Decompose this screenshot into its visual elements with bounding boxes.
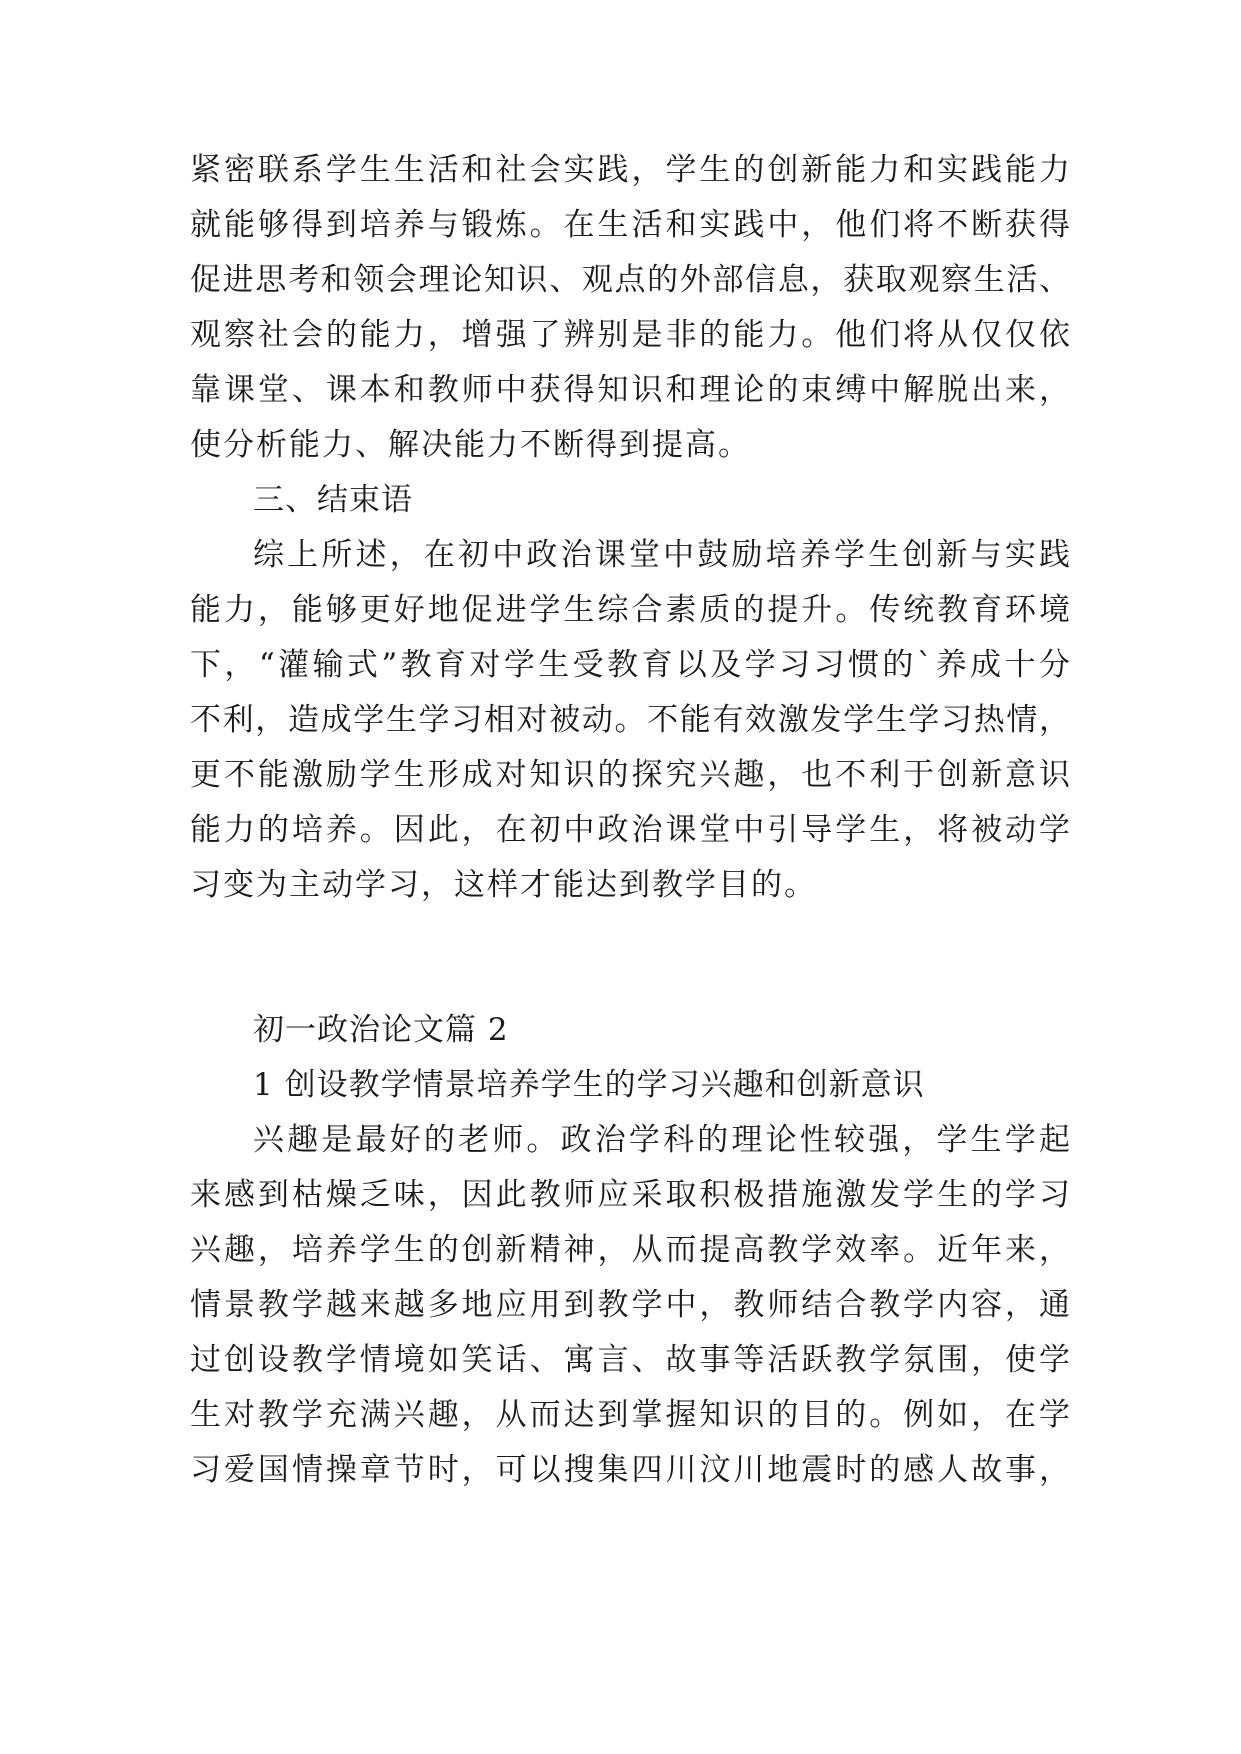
- paragraph-line: 观察社会的能力，增强了辨别是非的能力。他们将从仅仅依: [190, 317, 1070, 353]
- article-subheading: 1 创设教学情景培养学生的学习兴趣和创新意识: [253, 1067, 925, 1103]
- paragraph-line: 综上所述，在初中政治课堂中鼓励培养学生创新与实践: [253, 537, 1070, 573]
- paragraph-line: 紧密联系学生生活和社会实践，学生的创新能力和实践能力: [190, 152, 1070, 188]
- paragraph-line: 不利，造成学生学习相对被动。不能有效激发学生学习热情，: [190, 702, 1070, 738]
- paragraph-line: 兴趣是最好的老师。政治学科的理论性较强，学生学起: [253, 1122, 1070, 1158]
- paragraph-line: 情景教学越来越多地应用到教学中，教师结合教学内容，通: [190, 1287, 1070, 1323]
- paragraph-line: 习爱国情操章节时，可以搜集四川汶川地震时的感人故事，: [190, 1452, 1070, 1488]
- paragraph-line: 使分析能力、解决能力不断得到提高。: [190, 427, 751, 463]
- paragraph-line: 习变为主动学习，这样才能达到教学目的。: [190, 867, 817, 903]
- paragraph-line: 来感到枯燥乏味，因此教师应采取积极措施激发学生的学习: [190, 1177, 1070, 1213]
- paragraph-line: 下，“灌输式”教育对学生受教育以及学习习惯的`养成十分: [190, 647, 1070, 683]
- section-heading: 三、结束语: [253, 482, 413, 518]
- article-title: 初一政治论文篇 2: [253, 1012, 509, 1048]
- paragraph-line: 靠课堂、课本和教师中获得知识和理论的束缚中解脱出来，: [190, 372, 1070, 408]
- paragraph-line: 兴趣，培养学生的创新精神，从而提高教学效率。近年来，: [190, 1232, 1070, 1268]
- paragraph-line: 过创设教学情境如笑话、寓言、故事等活跃教学氛围，使学: [190, 1342, 1070, 1378]
- paragraph-line: 能力，能够更好地促进学生综合素质的提升。传统教育环境: [190, 592, 1070, 628]
- paragraph-line: 能力的培养。因此，在初中政治课堂中引导学生，将被动学: [190, 812, 1070, 848]
- paragraph-line: 更不能激励学生形成对知识的探究兴趣，也不利于创新意识: [190, 757, 1070, 793]
- paragraph-line: 就能够得到培养与锻炼。在生活和实践中，他们将不断获得: [190, 207, 1070, 243]
- paragraph-line: 生对教学充满兴趣，从而达到掌握知识的目的。例如，在学: [190, 1397, 1070, 1433]
- paragraph-line: 促进思考和领会理论知识、观点的外部信息，获取观察生活、: [190, 262, 1070, 298]
